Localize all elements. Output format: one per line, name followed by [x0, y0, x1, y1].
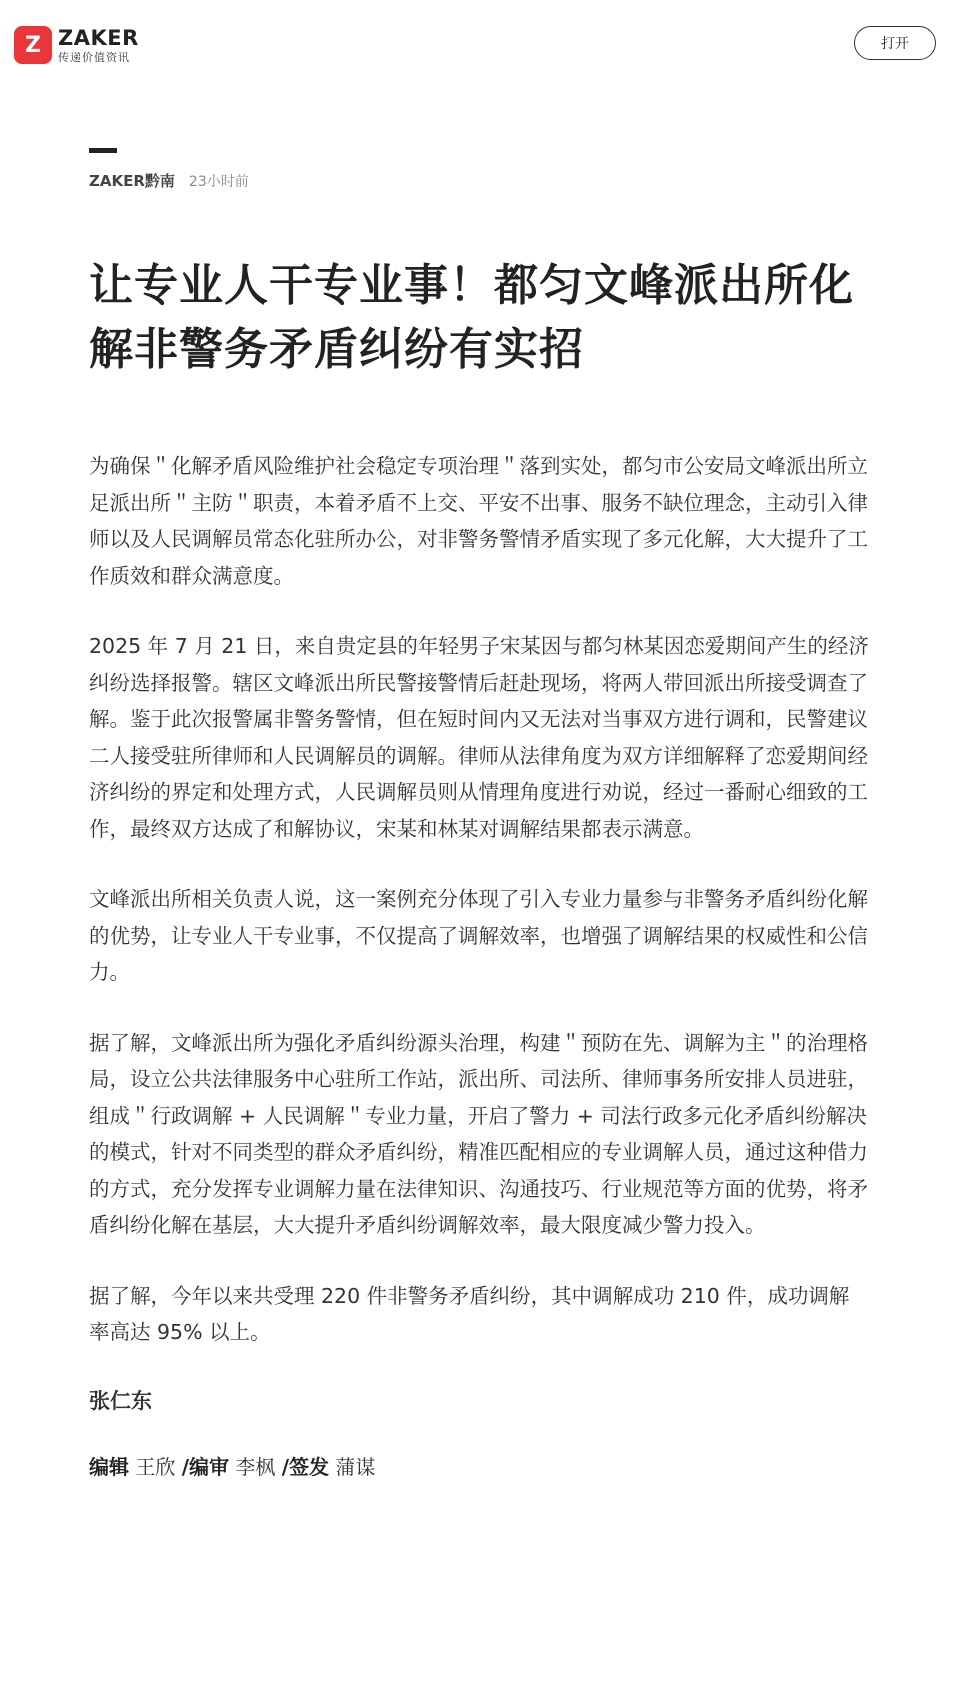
logo-slogan: 传递价值资讯 [58, 50, 130, 64]
article-credits [89, 1451, 869, 1480]
article-paragraph: 据了解，文峰派出所为强化矛盾纠纷源头治理，构建＂预防在先、调解为主＂的治理格局，设立公共法律服务中心驻所工作站，派出所、司法所、律师事务所安排人员进驻，组成＂行政调解 + 人民调解＂专业力量，开启了警力 + 司法行政多元化矛盾纠纷解决的模式，针对不同类型的群众矛盾纠纷，精准匹配相应的专业调解人员，通过这种借力的方式，充分发挥专业调解力量在法律知识、沟通技巧、行业规范等方面的优势，将矛盾纠纷化解在基层，大大提升矛盾纠纷调解效率，最大限度减少警力投入。 [89, 1030, 868, 1237]
article-title: 让专业人干专业事！都匀文峰派出所化解非警务矛盾纠纷有实招 [89, 260, 854, 375]
logo-text [58, 25, 139, 64]
editor-label: 编辑 [89, 1454, 129, 1479]
logo-name: ZAKER [58, 25, 139, 50]
top-bar [0, 0, 960, 92]
article-paragraph: 为确保＂化解矛盾风险维护社会稳定专项治理＂落到实处，都匀市公安局文峰派出所立足派出所＂主防＂职责，本着矛盾不上交、平安不出事、服务不缺位理念，主动引入律师以及人民调解员常态化驻所办公，对非警务警情矛盾实现了多元化解，大大提升了工作质效和群众满意度。 [89, 454, 868, 588]
article-author: 张仁东 [89, 1388, 152, 1413]
article-paragraph: 2025 年 7 月 21 日，来自贵定县的年轻男子宋某因与都匀林某因恋爱期间产生的经济纠纷选择报警。辖区文峰派出所民警接警情后赶赴现场，将两人带回派出所接受调查了解。鉴于此次报警属非警务警情，但在短时间内又无法对当事双方进行调和，民警建议二人接受驻所律师和人民调解员的调解。律师从法律角度为双方详细解释了恋爱期间经济纠纷的界定和处理方式，人民调解员则从情理角度进行劝说，经过一番耐心细致的工作，最终双方达成了和解协议，宋某和林某对调解结果都表示满意。 [89, 634, 869, 841]
article-time: 23小时前 [188, 174, 249, 190]
zaker-logo-icon: Z [14, 26, 52, 64]
reviewer-label: /编审 [181, 1454, 230, 1479]
accent-bar [89, 148, 117, 153]
article-paragraph: 文峰派出所相关负责人说，这一案例充分体现了引入专业力量参与非警务矛盾纠纷化解的优势，让专业人干专业事，不仅提高了调解效率，也增强了调解结果的权威性和公信力。 [89, 887, 868, 984]
open-app-button[interactable]: 打开 [854, 26, 936, 60]
editor-name: 王欣 [135, 1454, 176, 1479]
article-body [89, 448, 869, 1480]
zaker-logo[interactable] [14, 26, 139, 64]
article-meta [89, 170, 249, 191]
reviewer-name: 李枫 [235, 1454, 276, 1479]
article-source[interactable]: ZAKER黔南 [89, 172, 175, 190]
publisher-name: 蒲谋 [335, 1454, 376, 1479]
article-paragraph: 据了解，今年以来共受理 220 件非警务矛盾纠纷，其中调解成功 210 件，成功调解率高达 95% 以上。 [89, 1283, 850, 1344]
publisher-label: /签发 [281, 1454, 330, 1479]
